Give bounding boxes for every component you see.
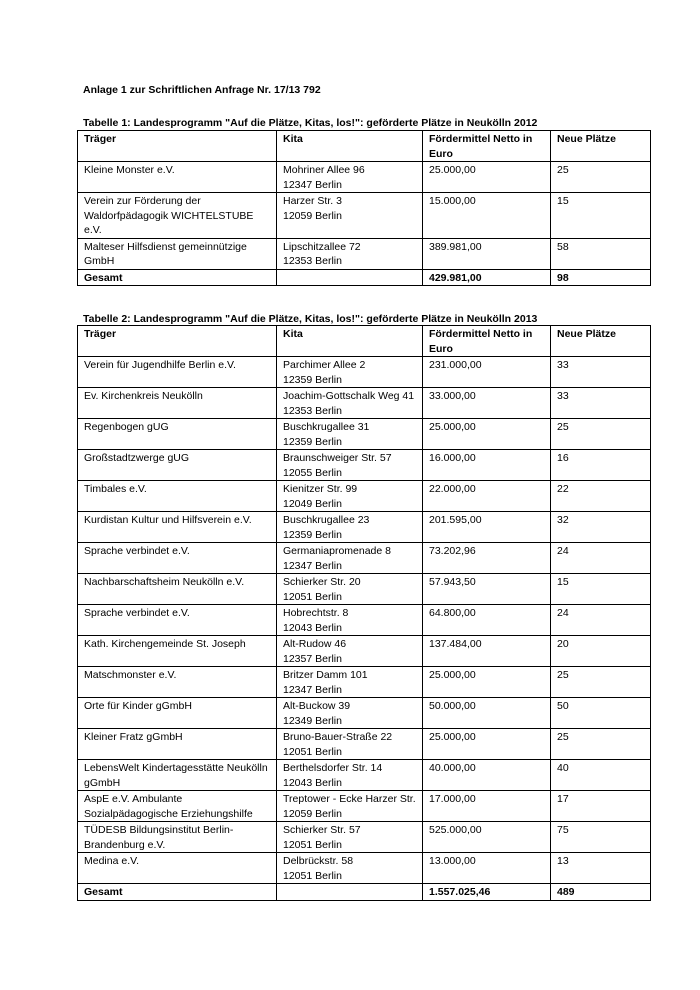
kita-cell xyxy=(277,853,423,884)
total-foerdermittel: 429.981,00 xyxy=(423,269,551,286)
foerdermittel-cell: 231.000,00 xyxy=(423,357,551,388)
traeger-cell: LebensWelt Kindertagesstätte Neukölln gGmbH xyxy=(78,760,277,791)
plaetze-cell: 13 xyxy=(551,853,651,884)
kita-street: Delbrückstr. 58 xyxy=(283,855,354,867)
total-label: Gesamt xyxy=(78,884,277,901)
traeger-cell: Großstadtzwerge gUG xyxy=(78,450,277,481)
table-row xyxy=(78,162,651,193)
foerdermittel-cell: 25.000,00 xyxy=(423,162,551,193)
kita-cell xyxy=(277,636,423,667)
table-row xyxy=(78,667,651,698)
plaetze-cell: 58 xyxy=(551,238,651,269)
plaetze-cell: 25 xyxy=(551,419,651,450)
plaetze-cell: 24 xyxy=(551,543,651,574)
total-label: Gesamt xyxy=(78,269,277,286)
kita-cell xyxy=(277,238,423,269)
total-plaetze: 98 xyxy=(551,269,651,286)
kita-street: Harzer Str. 3 xyxy=(283,195,342,207)
table-row xyxy=(78,636,651,667)
traeger-cell: Verein für Jugendhilfe Berlin e.V. xyxy=(78,357,277,388)
kita-street: Hobrechtstr. 8 xyxy=(283,607,349,619)
kita-street: Joachim-Gottschalk Weg 41 xyxy=(283,390,415,402)
kita-cell xyxy=(277,822,423,853)
table2 xyxy=(77,325,651,901)
kita-street: Britzer Damm 101 xyxy=(283,669,368,681)
traeger-cell: TÜDESB Bildungsinstitut Berlin-Brandenburg e.V. xyxy=(78,822,277,853)
foerdermittel-cell: 201.595,00 xyxy=(423,512,551,543)
plaetze-cell: 40 xyxy=(551,760,651,791)
kita-street: Bruno-Bauer-Straße 22 xyxy=(283,731,393,743)
foerdermittel-cell: 73.202,96 xyxy=(423,543,551,574)
table-row xyxy=(78,574,651,605)
kita-street: Braunschweiger Str. 57 xyxy=(283,452,392,464)
kita-city: 12059 Berlin xyxy=(283,807,342,820)
traeger-cell: Malteser Hilfsdienst gemeinnützige GmbH xyxy=(78,238,277,269)
plaetze-cell: 50 xyxy=(551,698,651,729)
foerdermittel-cell: 64.800,00 xyxy=(423,605,551,636)
foerdermittel-cell: 15.000,00 xyxy=(423,193,551,239)
plaetze-cell: 25 xyxy=(551,729,651,760)
traeger-cell: Nachbarschaftsheim Neukölln e.V. xyxy=(78,574,277,605)
kita-cell xyxy=(277,729,423,760)
foerdermittel-cell: 40.000,00 xyxy=(423,760,551,791)
foerdermittel-cell: 16.000,00 xyxy=(423,450,551,481)
traeger-cell: Medina e.V. xyxy=(78,853,277,884)
plaetze-cell: 25 xyxy=(551,162,651,193)
kita-city: 12347 Berlin xyxy=(283,178,342,191)
kita-city: 12049 Berlin xyxy=(283,497,342,510)
traeger-cell: AspE e.V. Ambulante Sozialpädagogische Erziehungshilfe xyxy=(78,791,277,822)
foerdermittel-cell: 389.981,00 xyxy=(423,238,551,269)
table-row xyxy=(78,543,651,574)
kita-city: 12359 Berlin xyxy=(283,435,342,448)
table-row xyxy=(78,791,651,822)
document-heading: Anlage 1 zur Schriftlichen Anfrage Nr. 17/13 792 xyxy=(83,84,321,96)
traeger-cell: Kleiner Fratz gGmbH xyxy=(78,729,277,760)
traeger-cell: Timbales e.V. xyxy=(78,481,277,512)
kita-city: 12353 Berlin xyxy=(283,255,342,267)
kita-street: Kienitzer Str. 99 xyxy=(283,483,358,495)
kita-cell xyxy=(277,574,423,605)
col-header-neue-plaetze: Neue Plätze xyxy=(551,131,651,162)
kita-city: 12043 Berlin xyxy=(283,776,342,789)
foerdermittel-cell: 33.000,00 xyxy=(423,388,551,419)
traeger-cell: Orte für Kinder gGmbH xyxy=(78,698,277,729)
foerdermittel-cell: 525.000,00 xyxy=(423,822,551,853)
traeger-cell: Sprache verbindet e.V. xyxy=(78,605,277,636)
kita-city: 12051 Berlin xyxy=(283,869,342,882)
plaetze-cell: 15 xyxy=(551,574,651,605)
foerdermittel-cell: 50.000,00 xyxy=(423,698,551,729)
kita-cell xyxy=(277,450,423,481)
traeger-cell: Kath. Kirchengemeinde St. Joseph xyxy=(78,636,277,667)
total-plaetze: 489 xyxy=(551,884,651,901)
kita-city: 12359 Berlin xyxy=(283,528,342,541)
table1-caption: Tabelle 1: Landesprogramm "Auf die Plätze, Kitas, los!": geförderte Plätze in Neukölln 2012 xyxy=(83,117,538,129)
table-row xyxy=(78,450,651,481)
col-header-traeger: Träger xyxy=(78,131,277,162)
kita-street: Treptower - Ecke Harzer Str. xyxy=(283,793,416,805)
traeger-cell: Sprache verbindet e.V. xyxy=(78,543,277,574)
table-row xyxy=(78,388,651,419)
table-row xyxy=(78,419,651,450)
traeger-cell: Ev. Kirchenkreis Neukölln xyxy=(78,388,277,419)
kita-cell xyxy=(277,667,423,698)
kita-city: 12359 Berlin xyxy=(283,373,342,386)
kita-street: Buschkrugallee 23 xyxy=(283,514,370,526)
kita-street: Alt-Rudow 46 xyxy=(283,638,347,650)
table-row xyxy=(78,512,651,543)
kita-city: 12357 Berlin xyxy=(283,652,342,665)
kita-city: 12051 Berlin xyxy=(283,838,342,851)
kita-cell xyxy=(277,419,423,450)
table-row xyxy=(78,698,651,729)
table-row xyxy=(78,760,651,791)
kita-city: 12055 Berlin xyxy=(283,466,342,479)
kita-street: Parchimer Allee 2 xyxy=(283,359,366,371)
kita-cell xyxy=(277,512,423,543)
kita-city: 12347 Berlin xyxy=(283,683,342,696)
plaetze-cell: 16 xyxy=(551,450,651,481)
total-empty-cell xyxy=(277,884,423,901)
table2-caption: Tabelle 2: Landesprogramm "Auf die Plätze, Kitas, los!": geförderte Plätze in Neukölln 2013 xyxy=(83,313,538,325)
kita-city: 12051 Berlin xyxy=(283,745,342,758)
kita-city: 12349 Berlin xyxy=(283,714,342,727)
table-row xyxy=(78,853,651,884)
kita-city: 12043 Berlin xyxy=(283,621,342,634)
table-row xyxy=(78,238,651,269)
plaetze-cell: 75 xyxy=(551,822,651,853)
table1-header-row xyxy=(78,131,651,162)
foerdermittel-cell: 137.484,00 xyxy=(423,636,551,667)
traeger-cell: Matschmonster e.V. xyxy=(78,667,277,698)
col-header-kita: Kita xyxy=(277,131,423,162)
kita-street: Lipschitzallee 72 xyxy=(283,240,361,253)
total-row xyxy=(78,884,651,901)
table-row xyxy=(78,193,651,239)
kita-city: 12347 Berlin xyxy=(283,559,342,572)
foerdermittel-cell: 25.000,00 xyxy=(423,667,551,698)
plaetze-cell: 22 xyxy=(551,481,651,512)
total-row xyxy=(78,269,651,286)
plaetze-cell: 24 xyxy=(551,605,651,636)
kita-city: 12059 Berlin xyxy=(283,209,342,222)
table1 xyxy=(77,130,651,286)
kita-cell xyxy=(277,193,423,239)
table-row xyxy=(78,822,651,853)
col-header-foerdermittel: Fördermittel Netto in Euro xyxy=(423,326,551,357)
table-row xyxy=(78,357,651,388)
table-row xyxy=(78,481,651,512)
plaetze-cell: 15 xyxy=(551,193,651,239)
kita-cell xyxy=(277,543,423,574)
plaetze-cell: 17 xyxy=(551,791,651,822)
kita-cell xyxy=(277,698,423,729)
total-empty-cell xyxy=(277,269,423,286)
kita-cell xyxy=(277,605,423,636)
plaetze-cell: 25 xyxy=(551,667,651,698)
kita-street: Schierker Str. 20 xyxy=(283,576,361,588)
plaetze-cell: 33 xyxy=(551,388,651,419)
col-header-traeger: Träger xyxy=(78,326,277,357)
foerdermittel-cell: 22.000,00 xyxy=(423,481,551,512)
kita-street: Buschkrugallee 31 xyxy=(283,421,370,433)
col-header-kita: Kita xyxy=(277,326,423,357)
kita-street: Mohriner Allee 96 xyxy=(283,164,365,176)
traeger-cell: Regenbogen gUG xyxy=(78,419,277,450)
kita-street: Schierker Str. 57 xyxy=(283,824,361,836)
kita-cell xyxy=(277,388,423,419)
traeger-cell: Verein zur Förderung der Waldorfpädagogik WICHTELSTUBE e.V. xyxy=(78,193,277,239)
table-row xyxy=(78,729,651,760)
foerdermittel-cell: 25.000,00 xyxy=(423,419,551,450)
plaetze-cell: 32 xyxy=(551,512,651,543)
foerdermittel-cell: 17.000,00 xyxy=(423,791,551,822)
kita-street: Alt-Buckow 39 xyxy=(283,700,351,712)
total-foerdermittel: 1.557.025,46 xyxy=(423,884,551,901)
traeger-cell: Kurdistan Kultur und Hilfsverein e.V. xyxy=(78,512,277,543)
kita-city: 12051 Berlin xyxy=(283,590,342,603)
kita-cell xyxy=(277,481,423,512)
col-header-neue-plaetze: Neue Plätze xyxy=(551,326,651,357)
plaetze-cell: 20 xyxy=(551,636,651,667)
kita-street: Berthelsdorfer Str. 14 xyxy=(283,762,383,774)
kita-cell xyxy=(277,357,423,388)
foerdermittel-cell: 13.000,00 xyxy=(423,853,551,884)
table-row xyxy=(78,605,651,636)
col-header-foerdermittel: Fördermittel Netto in Euro xyxy=(423,131,551,162)
foerdermittel-cell: 25.000,00 xyxy=(423,729,551,760)
traeger-cell: Kleine Monster e.V. xyxy=(78,162,277,193)
kita-cell xyxy=(277,760,423,791)
plaetze-cell: 33 xyxy=(551,357,651,388)
kita-street: Germaniapromenade 8 xyxy=(283,545,391,557)
kita-cell xyxy=(277,791,423,822)
kita-city: 12353 Berlin xyxy=(283,404,342,417)
table2-header-row xyxy=(78,326,651,357)
foerdermittel-cell: 57.943,50 xyxy=(423,574,551,605)
kita-cell xyxy=(277,162,423,193)
